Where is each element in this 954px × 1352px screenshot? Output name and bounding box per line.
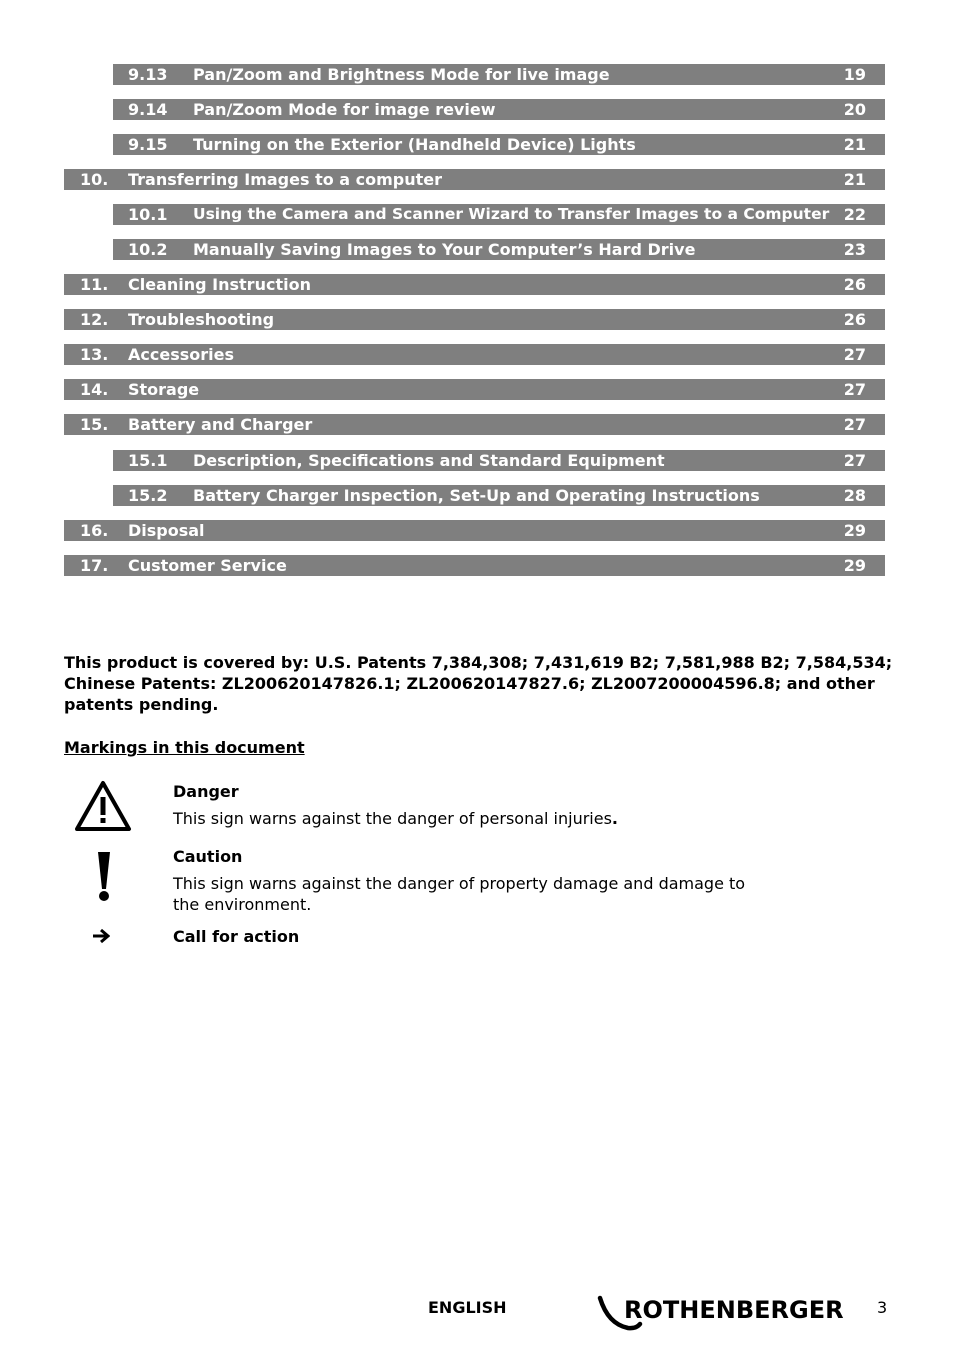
toc-entry-number: 15. [80,415,109,434]
toc-entry[interactable] [64,309,885,330]
toc-entry-title: Transferring Images to a computer [128,170,443,189]
toc-entry-page: 22 [843,205,866,224]
exclamation-icon [95,851,113,903]
markings-heading: Markings in this document [64,738,305,757]
toc-entry-number: 14. [80,380,109,399]
toc-entry-number: 9.13 [128,65,168,84]
toc-entry-number: 16. [80,521,109,540]
toc-entry-number: 11. [80,275,109,294]
toc-entry-page: 29 [843,556,866,575]
call-for-action-title: Call for action [173,927,300,946]
arrow-right-icon [92,928,110,944]
toc-entry-page: 23 [843,240,866,259]
toc-entry-number: 15.1 [128,451,168,470]
caution-title: Caution [173,847,243,866]
toc-entry-page: 26 [843,275,866,294]
toc-entry-title: Accessories [128,345,234,364]
toc-entry[interactable] [64,169,885,190]
toc-entry-number: 12. [80,310,109,329]
toc-entry[interactable] [113,64,885,85]
toc-entry-page: 20 [843,100,866,119]
toc-entry-title: Disposal [128,521,205,540]
toc-entry[interactable] [113,204,885,225]
toc-entry-page: 21 [843,135,866,154]
toc-entry-number: 9.14 [128,100,168,119]
toc-entry[interactable] [113,134,885,155]
toc-entry-title: Using the Camera and Scanner Wizard to Transfer Images to a Computer [193,205,830,223]
toc-entry[interactable] [64,555,885,576]
toc-entry-title: Storage [128,380,200,399]
toc-entry[interactable] [64,520,885,541]
toc-entry-title: Pan/Zoom and Brightness Mode for live image [193,65,610,84]
toc-entry-number: 15.2 [128,486,168,505]
toc-entry-number: 10.1 [128,205,168,224]
toc-entry-title: Description, Specifications and Standard Equipment [193,451,665,470]
warning-triangle-icon [74,780,132,832]
toc-entry-title: Turning on the Exterior (Handheld Device) Lights [193,135,636,154]
danger-description-text: This sign warns against the danger of personal injuries [173,809,612,828]
footer-language: ENGLISH [428,1298,507,1317]
toc-entry-page: 29 [843,521,866,540]
danger-description-punct: . [611,809,618,828]
toc-entry-page: 27 [843,380,866,399]
page-number: 3 [877,1298,888,1317]
toc-entry[interactable] [64,379,885,400]
toc-entry[interactable] [64,274,885,295]
toc-entry-title: Battery Charger Inspection, Set-Up and Operating Instructions [193,486,760,505]
toc-entry[interactable] [113,99,885,120]
toc-entry-page: 27 [843,451,866,470]
toc-entry-title: Battery and Charger [128,415,313,434]
toc-entry-page: 27 [843,415,866,434]
toc-entry-number: 10.2 [128,240,168,259]
toc-entry-title: Pan/Zoom Mode for image review [193,100,496,119]
toc-entry[interactable] [64,344,885,365]
toc-entry-number: 9.15 [128,135,168,154]
toc-entry-number: 13. [80,345,109,364]
toc-entry-title: Manually Saving Images to Your Computer’s Hard Drive [193,240,696,259]
toc-entry-page: 28 [843,486,866,505]
toc-entry-page: 19 [843,65,866,84]
danger-title: Danger [173,782,239,801]
caution-description: This sign warns against the danger of property damage and damage to the environment. [173,874,746,914]
brand-logo-text: ROTHENBERGER [624,1296,844,1324]
toc-entry-page: 26 [843,310,866,329]
toc-entry-title: Cleaning Instruction [128,275,311,294]
toc-entry[interactable] [113,450,885,471]
toc-entry[interactable] [64,414,885,435]
toc-entry[interactable] [113,485,885,506]
toc-entry-title: Customer Service [128,556,287,575]
toc-entry-title: Troubleshooting [128,310,275,329]
toc-entry-page: 27 [843,345,866,364]
danger-description [173,808,753,829]
patent-notice: This product is covered by: U.S. Patents 7,384,308; 7,431,619 B2; 7,581,988 B2; 7,584,534; Chinese Patents: ZL200620147826.1; ZL200620147827.6; ZL2007200004596.8; and other patents pending. [64,653,893,714]
toc-entry[interactable] [113,239,885,260]
toc-entry-number: 17. [80,556,109,575]
toc-entry-number: 10. [80,170,109,189]
toc-entry-page: 21 [843,170,866,189]
